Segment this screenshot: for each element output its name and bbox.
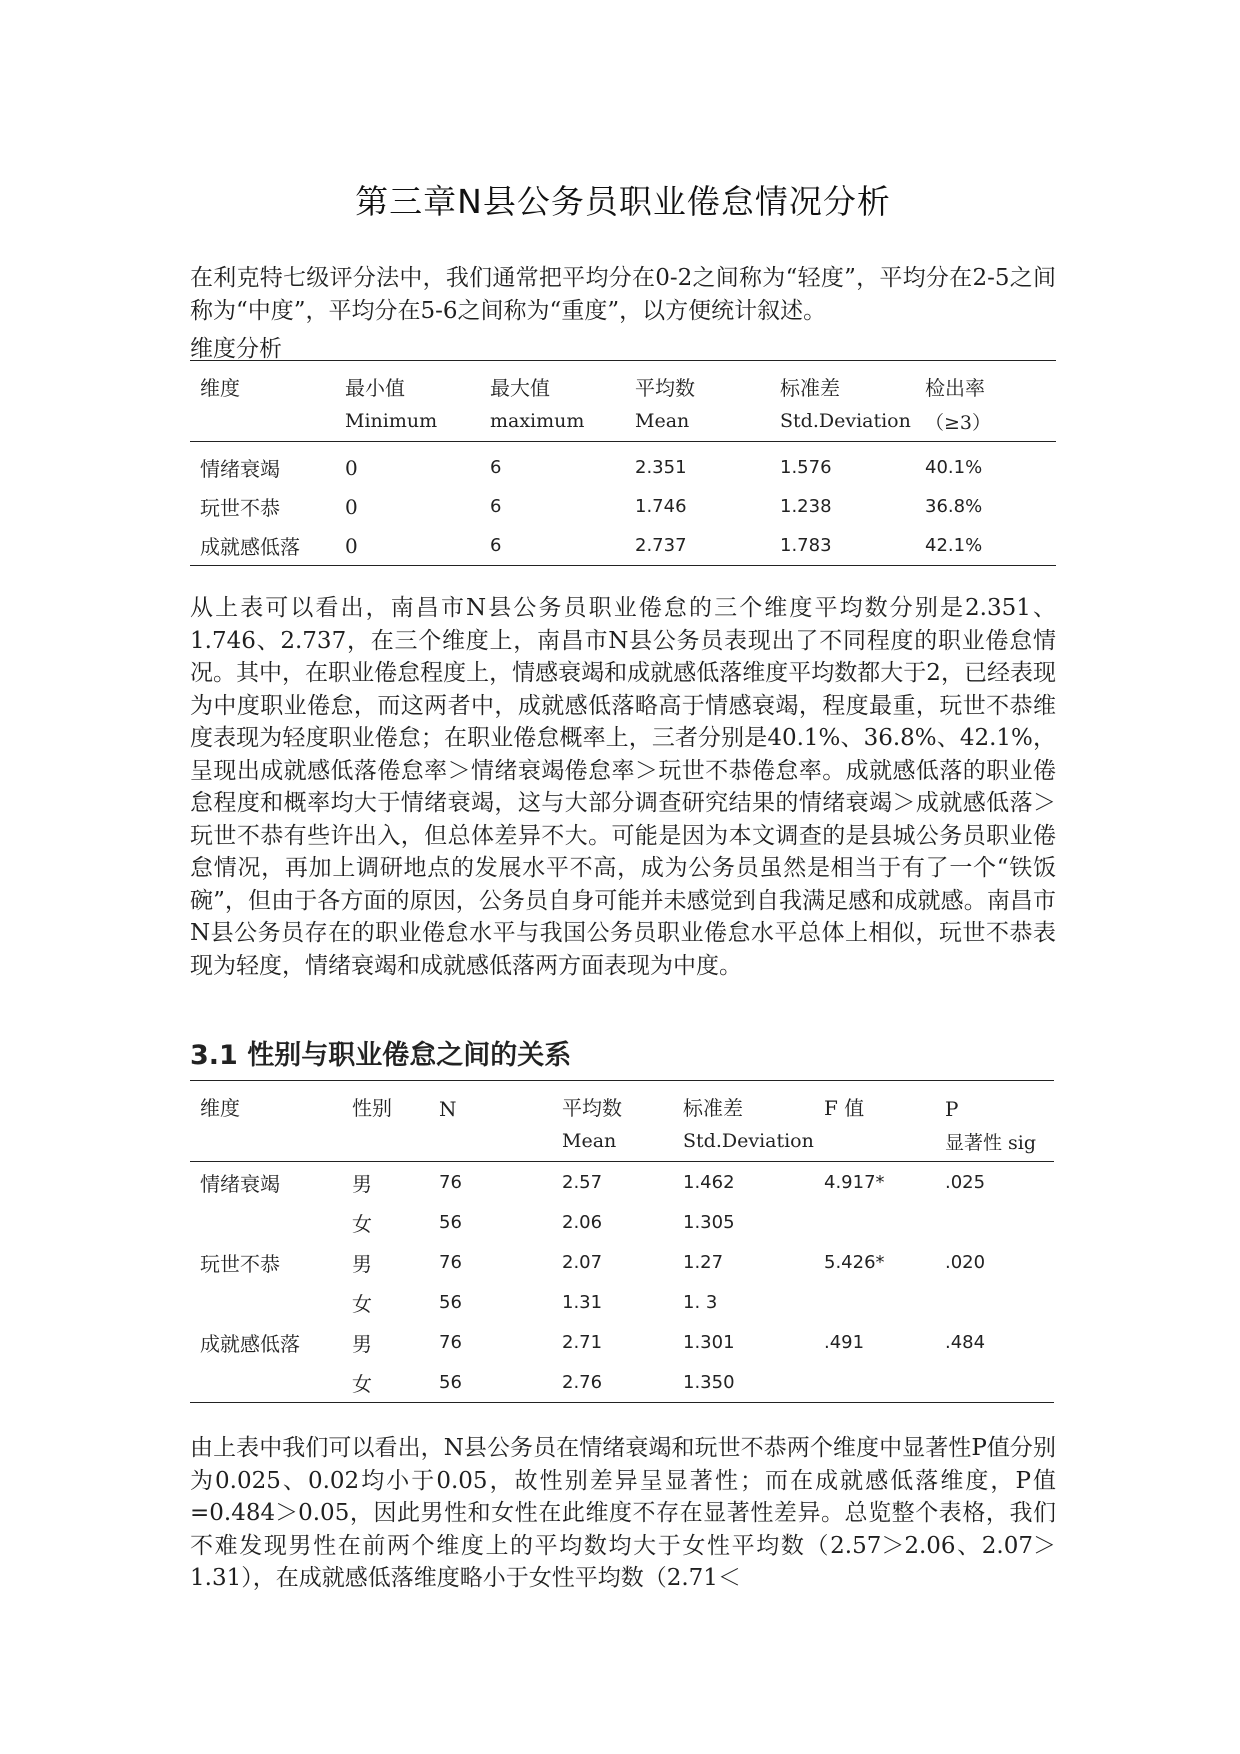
t2-cell: 1.350 [683,1371,735,1393]
t2-header-n: N [439,1097,457,1121]
t2-header-p: P [945,1097,959,1121]
t1-cell: 42.1% [925,535,983,556]
t2-cell: 成就感低落 [200,1331,300,1356]
t1-cell: 0 [345,533,358,558]
analysis-paragraph-1: 从上表可以看出，南昌市N县公务员职业倦怠的三个维度平均数分别是2.351、1.746、2.737，在三个维度上，南昌市N县公务员表现出了不同程度的职业倦怠情况。其中，在职业倦怠程度上，情感衰竭和成就感低落维度平均数都大于2，已经表现为中度职业倦怠，而这两者中，成就感低落略高于情感衰竭，程度最重，玩世不恭维度表现为轻度职业倦怠；在职业倦怠概率上，三者分别是40.1%、36.8%、42.1%，呈现出成就感低落倦怠率＞情绪衰竭倦怠率＞玩世不恭倦怠率。成就感低落的职业倦怠程度和概率均大于情绪衰竭，这与大部分调查研究结果的情绪衰竭＞成就感低落＞玩世不恭有些许出入，但总体差异不大。可能是因为本文调查的是县城公务员职业倦怠情况，再加上调研地点的发展水平不高，成为公务员虽然是相当于有了一个“铁饭碗”，但由于各方面的原因，公务员自身可能并未感觉到自我满足感和成就感。南昌市N县公务员存在的职业倦怠水平与我国公务员职业倦怠水平总体上相似，玩世不恭表现为轻度，情绪衰竭和成就感低落两方面表现为中度。 [190,595,1056,979]
t1-subheader-minimum: Minimum [335,401,480,442]
t1-cell: 40.1% [925,457,983,478]
t1-cell: 1.783 [780,535,832,556]
t2-cell: .491 [824,1331,865,1353]
t2-cell [935,1282,1054,1322]
t2-cell [814,1362,935,1403]
t2-header-dimension: 维度 [200,1096,240,1120]
table1-header-row [190,361,1056,402]
t2-cell: 76 [439,1331,462,1353]
t1-subheader-detection-rate: （≥3） [915,401,1056,442]
t2-subheader-sig: 显著性 sig [935,1121,1054,1162]
t1-subheader-dimension [190,401,335,442]
t2-cell [190,1362,342,1403]
t2-cell: 1.301 [683,1331,735,1353]
t2-cell: 1.305 [683,1211,735,1233]
t2-cell: 1.462 [683,1171,735,1193]
t2-cell: 4.917* [824,1171,885,1193]
t2-cell [935,1362,1054,1403]
t1-cell: 1.238 [780,496,832,517]
t2-cell: 2.57 [562,1171,603,1193]
analysis-paragraph-2: 由上表中我们可以看出，N县公务员在情绪衰竭和玩世不恭两个维度中显著性P值分别为0.025、0.02均小于0.05，故性别差异呈显著性；而在成就感低落维度，P值=0.484＞0.05，因此男性和女性在此维度不存在显著性差异。总览整个表格，我们不难发现男性在前两个维度上的平均数均大于女性平均数（2.57＞2.06、2.07＞1.31），在成就感低落维度略小于女性平均数（2.71＜ [190,1435,1056,1591]
t2-cell [814,1282,935,1322]
t2-header-std: 标准差 [683,1096,743,1120]
table2-header-row [190,1081,1054,1122]
t2-subheader [190,1121,342,1162]
t2-header-gender: 性别 [352,1096,392,1120]
table-row [190,1202,1054,1242]
t1-cell: 2.351 [635,457,687,478]
t1-cell: 2.737 [635,535,687,556]
dimension-analysis-table [190,360,1056,566]
t1-cell: 0 [345,494,358,519]
t2-header-f-value: F 值 [824,1096,865,1120]
table1-subheader-row [190,401,1056,442]
t2-cell: 女 [352,1371,372,1396]
t1-cell: 成就感低落 [200,535,300,559]
table-row [190,442,1056,488]
t2-cell: 2.76 [562,1371,603,1393]
gender-burnout-table [190,1080,1054,1403]
t2-cell: 1.31 [562,1291,603,1313]
intro-paragraph: 在利克特七级评分法中，我们通常把平均分在0-2之间称为“轻度”，平均分在2-5之间称为“中度”，平均分在5-6之间称为“重度”，以方便统计叙述。 [190,265,1056,324]
t2-subheader-std: Std.Deviation [673,1121,814,1162]
t1-header-maximum: 最大值 [490,376,550,400]
t1-header-std: 标准差 [780,376,840,400]
t2-cell: 1. 3 [683,1291,718,1313]
t2-cell: .025 [945,1171,986,1193]
t2-cell: 1.27 [683,1251,724,1273]
t1-subheader-std: Std.Deviation [770,401,915,442]
t2-cell: 76 [439,1251,462,1273]
t2-cell: 5.426* [824,1251,885,1273]
table-row [190,1362,1054,1403]
t1-cell: 0 [345,455,358,480]
t2-cell [935,1202,1054,1242]
t2-cell: 玩世不恭 [200,1251,280,1276]
t1-cell: 情绪衰竭 [200,457,280,481]
t1-header-mean: 平均数 [635,376,695,400]
t2-cell [814,1202,935,1242]
t2-subheader [429,1121,552,1162]
t2-subheader-mean: Mean [552,1121,673,1162]
t2-subheader [814,1121,935,1162]
table1-caption: 维度分析 [190,336,282,362]
t2-cell: 2.06 [562,1211,603,1233]
t2-cell: 男 [352,1331,372,1356]
t1-cell: 36.8% [925,496,983,517]
table-row [190,1322,1054,1362]
chapter-title: 第三章N县公务员职业倦怠情况分析 [355,182,891,221]
t2-cell: 56 [439,1371,462,1393]
t2-cell [190,1282,342,1322]
t2-cell: 76 [439,1171,462,1193]
t1-cell: 玩世不恭 [200,496,280,520]
t2-header-mean: 平均数 [562,1096,622,1120]
table-row [190,526,1056,566]
table-row [190,1242,1054,1282]
t1-header-detection-rate: 检出率 [925,376,985,400]
t1-subheader-maximum: maximum [480,401,625,442]
t2-cell: .484 [945,1331,986,1353]
t1-cell: 1.576 [780,457,832,478]
t2-cell: 女 [352,1291,372,1316]
t2-cell: 男 [352,1251,372,1276]
table-row [190,1282,1054,1322]
table-row [190,1162,1054,1203]
t1-header-minimum: 最小值 [345,376,405,400]
t2-cell: .020 [945,1251,986,1273]
t2-subheader [342,1121,429,1162]
t2-cell: 2.07 [562,1251,603,1273]
t2-cell: 2.71 [562,1331,603,1353]
t2-cell: 56 [439,1211,462,1233]
t1-cell: 6 [490,457,502,478]
t2-cell: 56 [439,1291,462,1313]
t1-header-dimension: 维度 [200,376,240,400]
t2-cell: 女 [352,1211,372,1236]
table2-subheader-row [190,1121,1054,1162]
section-heading: 3.1 性别与职业倦怠之间的关系 [190,1040,572,1071]
t1-cell: 1.746 [635,496,687,517]
t1-cell: 6 [490,496,502,517]
t1-cell: 6 [490,535,502,556]
t2-cell [190,1202,342,1242]
t1-subheader-mean: Mean [625,401,770,442]
table-row [190,487,1056,526]
t2-cell: 情绪衰竭 [200,1171,280,1196]
t2-cell: 男 [352,1171,372,1196]
